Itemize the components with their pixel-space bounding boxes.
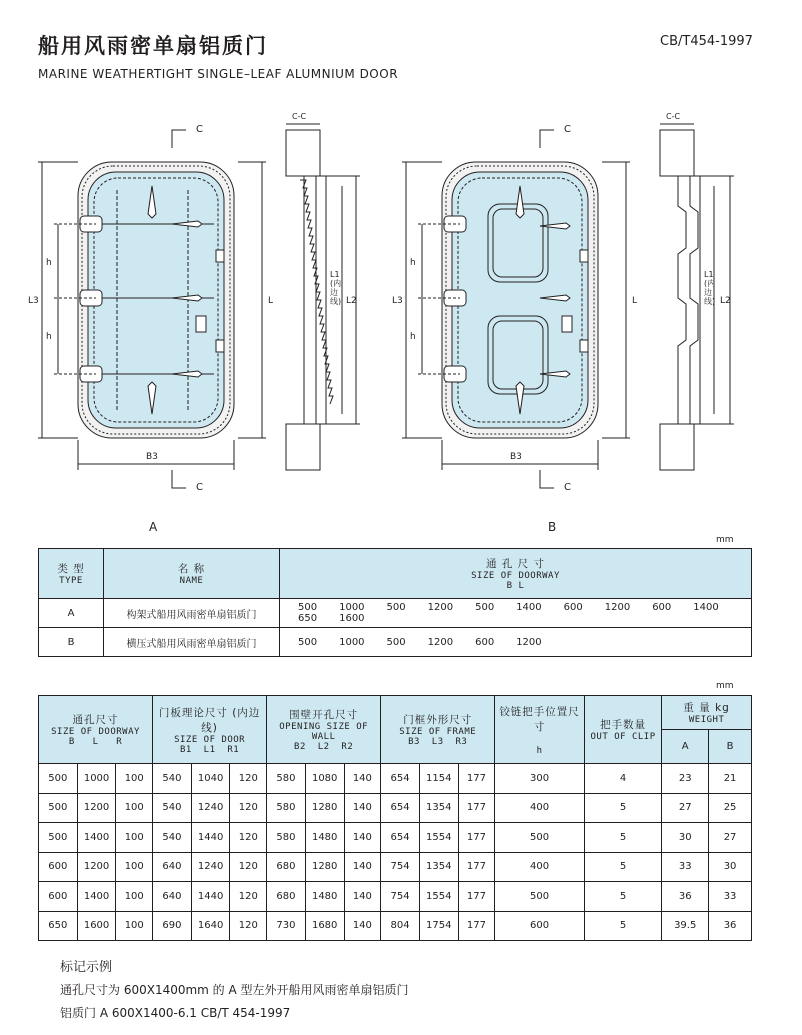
table-cell: 140	[344, 911, 381, 941]
type-table	[38, 548, 752, 657]
table-cell: 1754	[419, 911, 458, 941]
table-cell: 21	[709, 764, 752, 794]
door-a-front	[38, 130, 266, 488]
table-cell: 140	[344, 764, 381, 794]
dim-h-b1: h	[410, 258, 416, 268]
table-row	[39, 823, 752, 853]
table-cell: 540	[153, 764, 192, 794]
table-cell: 650	[39, 911, 78, 941]
table-cell: 804	[381, 911, 420, 941]
table-cell: 540	[153, 793, 192, 823]
dimension-table	[38, 695, 752, 941]
table-cell: 23	[662, 764, 709, 794]
table-cell: 1280	[305, 852, 344, 882]
table-cell: 120	[230, 911, 267, 941]
example-heading: 标记示例	[60, 960, 113, 975]
table-cell: 30	[709, 852, 752, 882]
section-mark-a-bottom: C	[196, 482, 203, 493]
table1-unit: mm	[716, 535, 734, 545]
title-en: MARINE WEATHERTIGHT SINGLE–LEAF ALUMNIUM DOOR	[38, 67, 399, 81]
weight-header: 重 量 kg WEIGHT	[662, 696, 752, 730]
table-cell: 140	[344, 882, 381, 912]
table-cell: 5	[584, 882, 661, 912]
table-cell: 1240	[191, 852, 230, 882]
table-cell: 754	[381, 882, 420, 912]
table-cell: 1440	[191, 882, 230, 912]
type-header: 类 型 TYPE	[39, 549, 104, 599]
table-cell: 580	[267, 793, 306, 823]
table-cell: 120	[230, 882, 267, 912]
table-cell: 5	[584, 911, 661, 941]
table-cell: 1640	[191, 911, 230, 941]
table-cell: 1554	[419, 823, 458, 853]
standard-code: CB/T454-1997	[660, 34, 753, 49]
dim-b3-a: B3	[146, 452, 158, 462]
table-cell: 654	[381, 793, 420, 823]
table-cell: 177	[458, 911, 495, 941]
section-mark-b-top: C	[564, 124, 571, 135]
table-cell: 1400	[77, 882, 116, 912]
table-cell: 730	[267, 911, 306, 941]
table-cell: 177	[458, 764, 495, 794]
dim-h-a1: h	[46, 258, 52, 268]
table-cell: 120	[230, 852, 267, 882]
table-cell: 100	[116, 823, 153, 853]
table-cell: 1240	[191, 793, 230, 823]
dims-cell: 500 1000 500 1200 500 1400 600 1200 600 1400650 1600	[280, 599, 752, 628]
table-cell: 1400	[77, 823, 116, 853]
figure-label-a: A	[149, 520, 158, 534]
table-row	[39, 599, 752, 628]
table-cell: 1480	[305, 823, 344, 853]
table-cell: 580	[267, 823, 306, 853]
type-cell: A	[39, 599, 104, 628]
table-cell: 100	[116, 852, 153, 882]
door-b-front	[402, 130, 630, 488]
table-cell: 120	[230, 823, 267, 853]
table-cell: 100	[116, 764, 153, 794]
table-cell: 25	[709, 793, 752, 823]
door-drawings	[0, 100, 802, 540]
table2-unit: mm	[716, 681, 734, 691]
table-cell: 36	[709, 911, 752, 941]
table-cell: 100	[116, 911, 153, 941]
table-cell: 600	[39, 852, 78, 882]
frame-size-header: 门框外形尺寸 SIZE OF FRAME B3 L3 R3	[381, 696, 495, 764]
table-cell: 1000	[77, 764, 116, 794]
table-cell: 177	[458, 823, 495, 853]
table-cell: 1280	[305, 793, 344, 823]
table-cell: 680	[267, 852, 306, 882]
table-cell: 640	[153, 882, 192, 912]
dim-b3-b: B3	[510, 452, 522, 462]
dim-l-b: L	[632, 296, 638, 306]
clip-count-header: 把手数量 OUT OF CLIP	[584, 696, 661, 764]
name-cell: 横压式船用风雨密单扇铝质门	[104, 628, 280, 657]
table-cell: 4	[584, 764, 661, 794]
dim-l1-a: L1 (内边线)	[330, 270, 342, 306]
weight-b-header: B	[709, 730, 752, 764]
table-cell: 1154	[419, 764, 458, 794]
section-mark-a-top: C	[196, 124, 203, 135]
table-cell: 300	[495, 764, 585, 794]
dim-h-a2: h	[46, 332, 52, 342]
dims-cell: 500 1000 500 1200 600 1200	[280, 628, 752, 657]
table-cell: 1440	[191, 823, 230, 853]
table-cell: 27	[709, 823, 752, 853]
table-cell: 680	[267, 882, 306, 912]
table-cell: 1680	[305, 911, 344, 941]
table-cell: 30	[662, 823, 709, 853]
table-cell: 5	[584, 823, 661, 853]
table-cell: 140	[344, 823, 381, 853]
table-cell: 1354	[419, 793, 458, 823]
section-mark-b-bottom: C	[564, 482, 571, 493]
table-cell: 33	[662, 852, 709, 882]
dim-l3-a: L3	[28, 296, 39, 306]
table-cell: 400	[495, 852, 585, 882]
table-cell: 120	[230, 764, 267, 794]
name-header: 名 称 NAME	[104, 549, 280, 599]
table-cell: 500	[39, 793, 78, 823]
table-cell: 1040	[191, 764, 230, 794]
doorway-header: 通 孔 尺 寸 SIZE OF DOORWAY B L	[280, 549, 752, 599]
section-label-b: C-C	[666, 112, 681, 121]
table-cell: 400	[495, 793, 585, 823]
title-cn: 船用风雨密单扇铝质门	[38, 34, 268, 58]
section-label-a: C-C	[292, 112, 307, 121]
table-cell: 540	[153, 823, 192, 853]
table-cell: 177	[458, 882, 495, 912]
table-row	[39, 882, 752, 912]
table-cell: 500	[39, 764, 78, 794]
table-cell: 140	[344, 793, 381, 823]
table-cell: 5	[584, 793, 661, 823]
table-cell: 1554	[419, 882, 458, 912]
type-cell: B	[39, 628, 104, 657]
table-row	[39, 764, 752, 794]
table-cell: 177	[458, 852, 495, 882]
table-cell: 500	[495, 882, 585, 912]
table-cell: 1480	[305, 882, 344, 912]
table-cell: 33	[709, 882, 752, 912]
table-cell: 500	[495, 823, 585, 853]
table-cell: 1354	[419, 852, 458, 882]
table-row	[39, 793, 752, 823]
dim-h-b2: h	[410, 332, 416, 342]
table-cell: 1080	[305, 764, 344, 794]
table-cell: 580	[267, 764, 306, 794]
dim-l-a: L	[268, 296, 274, 306]
table-cell: 177	[458, 793, 495, 823]
door-size-header: 门板理论尺寸 (内边线) SIZE OF DOOR B1 L1 R1	[153, 696, 267, 764]
table-cell: 1600	[77, 911, 116, 941]
table-cell: 120	[230, 793, 267, 823]
name-cell: 构架式船用风雨密单扇铝质门	[104, 599, 280, 628]
table-row	[39, 628, 752, 657]
doorway-size-header: 通孔尺寸 SIZE OF DOORWAY B L R	[39, 696, 153, 764]
dim-l3-b: L3	[392, 296, 403, 306]
table-cell: 100	[116, 793, 153, 823]
table-cell: 640	[153, 852, 192, 882]
figure-label-b: B	[548, 520, 557, 534]
table-cell: 1200	[77, 852, 116, 882]
example-line-1: 通孔尺寸为 600X1400mm 的 A 型左外开船用风雨密单扇铝质门	[60, 983, 409, 997]
wall-opening-header: 围壁开孔尺寸 OPENING SIZE OF WALL B2 L2 R2	[267, 696, 381, 764]
table-cell: 654	[381, 823, 420, 853]
table-cell: 36	[662, 882, 709, 912]
table-cell: 100	[116, 882, 153, 912]
hinge-position-header: 铰链把手位置尺寸 h	[495, 696, 585, 764]
table-cell: 654	[381, 764, 420, 794]
table-cell: 600	[495, 911, 585, 941]
dim-l2-a: L2	[346, 296, 357, 306]
table-cell: 690	[153, 911, 192, 941]
dim-l1-b: L1 (内边线)	[704, 270, 716, 306]
table-cell: 1200	[77, 793, 116, 823]
table-row	[39, 911, 752, 941]
example-line-2: 铝质门 A 600X1400-6.1 CB/T 454-1997	[60, 1006, 291, 1020]
table-cell: 754	[381, 852, 420, 882]
weight-a-header: A	[662, 730, 709, 764]
table-cell: 27	[662, 793, 709, 823]
table-cell: 500	[39, 823, 78, 853]
table-cell: 5	[584, 852, 661, 882]
table-cell: 600	[39, 882, 78, 912]
table-row	[39, 852, 752, 882]
table-cell: 140	[344, 852, 381, 882]
table-cell: 39.5	[662, 911, 709, 941]
dim-l2-b: L2	[720, 296, 731, 306]
